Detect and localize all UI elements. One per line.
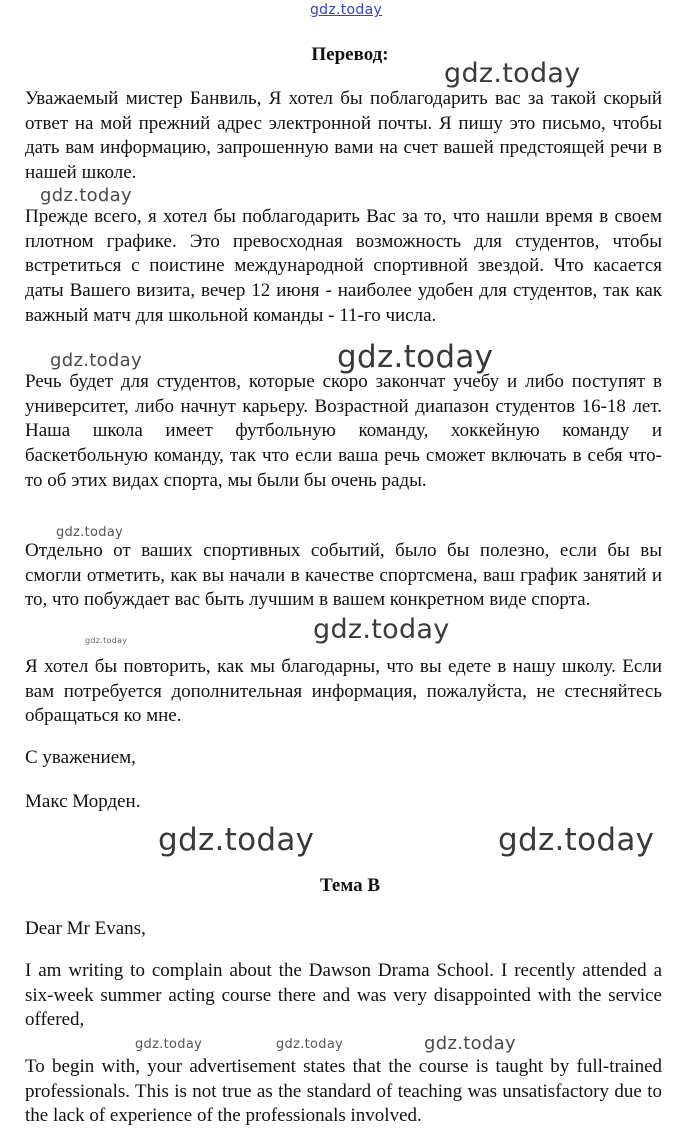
- watermark: gdz.today: [424, 1033, 516, 1054]
- translation-paragraph-2: Прежде всего, я хотел бы поблагодарить Вас за то, что нашли время в своем плотном графике. Это превосходная возможность для студентов, чтобы встретиться с поистине международной спортивной звездой. Что касается даты Вашего визита, вечер 12 июня - наиболее удобен для студентов, так как важный матч для школьной команды - 11-го числа.: [25, 206, 662, 326]
- watermark: gdz.today: [56, 525, 124, 540]
- signature: Макс Морден.: [25, 791, 141, 812]
- watermark: gdz.today: [444, 58, 581, 89]
- translation-heading: Перевод:: [311, 44, 389, 65]
- translation-paragraph-5: Я хотел бы повторить, как мы благодарны, что вы едете в нашу школу. Если вам потребуется дополнительная информация, пожалуйста, не стесняйтесь обращаться ко мне.: [25, 656, 662, 727]
- watermark: gdz.today: [135, 1037, 203, 1052]
- translation-paragraph-1: Уважаемый мистер Банвиль, Я хотел бы поблагодарить вас за такой скорый ответ на мой прежний адрес электронной почты. Я пишу это письмо, чтобы дать вам информацию, запрошенную вами на счет вашей предстоящей речи в нашей школе.: [25, 88, 662, 184]
- watermark: gdz.today: [50, 350, 142, 371]
- watermark: gdz.today: [85, 636, 128, 645]
- watermark: gdz.today: [276, 1037, 344, 1052]
- watermark: gdz.today: [313, 614, 450, 645]
- watermark: gdz.today: [40, 185, 132, 206]
- watermark: gdz.today: [498, 822, 655, 858]
- topic-b-heading: Тема В: [319, 875, 381, 896]
- watermark: gdz.today: [337, 339, 494, 375]
- closing: С уважением,: [25, 747, 136, 768]
- letter-paragraph-2: To begin with, your advertisement states that the course is taught by full-trained professionals. This is not true as the standard of teaching was unsatisfactory due to the lack of experience of the professionals involved.: [25, 1056, 662, 1127]
- watermark: gdz.today: [158, 822, 315, 858]
- translation-paragraph-3: Речь будет для студентов, которые скоро закончат учебу и либо поступят в университет, либо начнут карьеру. Возрастной диапазон студентов 16-18 лет. Наша школа имеет футбольную команду, хоккейную команду и баскетбольную команду, так что если ваша речь сможет включать в себя что-то об этих видах спорта, мы были бы очень рады.: [25, 371, 662, 491]
- watermark-top-link[interactable]: gdz.today: [310, 2, 383, 18]
- letter-paragraph-1: I am writing to complain about the Dawson Drama School. I recently attended a six-week summer acting course there and was very disappointed with the service offered,: [25, 960, 662, 1031]
- letter-greeting: Dear Mr Evans,: [25, 918, 146, 939]
- translation-paragraph-4: Отдельно от ваших спортивных событий, было бы полезно, если бы вы смогли отметить, как вы начали в качестве спортсмена, ваш график занятий и то, что побуждает вас быть лучшим в вашем конкретном виде спорта.: [25, 540, 662, 611]
